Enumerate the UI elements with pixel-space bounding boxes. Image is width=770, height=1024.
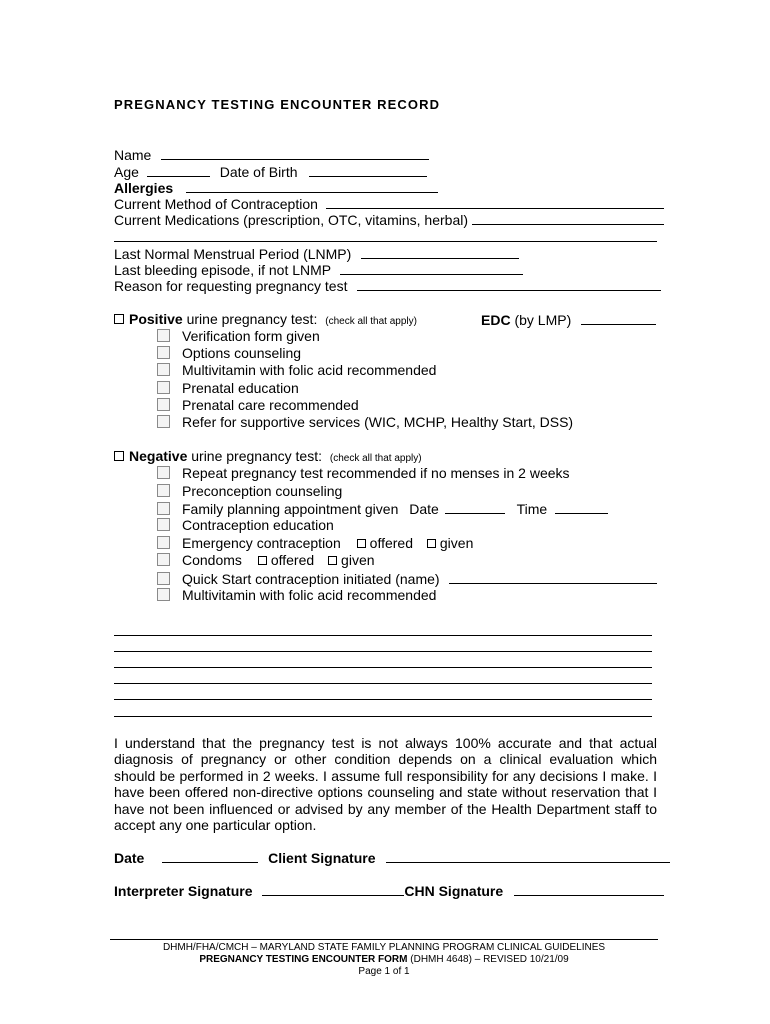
negative-item[interactable]: Family planning appointment given Date Time <box>157 500 608 518</box>
negative-item[interactable]: Repeat pregnancy test recommended if no menses in 2 weeks <box>157 465 570 482</box>
reason-label: Reason for requesting pregnancy test <box>114 278 348 294</box>
quick-start-line[interactable] <box>449 570 657 584</box>
positive-label: Positive <box>129 311 183 327</box>
contraception-line[interactable] <box>326 195 664 209</box>
fp-time-line[interactable] <box>555 500 608 514</box>
checkbox-glyph-icon[interactable] <box>157 518 170 531</box>
checkbox-glyph-icon[interactable] <box>157 398 170 411</box>
condoms-offered[interactable]: offered <box>258 552 314 568</box>
checkbox-glyph-icon[interactable] <box>157 553 170 566</box>
edc-field[interactable] <box>481 311 656 329</box>
notes-line[interactable] <box>114 635 652 636</box>
positive-item[interactable]: Options counseling <box>157 345 301 362</box>
checkbox-glyph-icon[interactable] <box>157 363 170 376</box>
chn-signature-label: CHN Signature <box>404 883 504 899</box>
footer-form-id: PREGNANCY TESTING ENCOUNTER FORM (DHMH 4648) – REVISED 10/21/09 <box>199 954 569 965</box>
ec-given-checkbox[interactable] <box>427 539 436 548</box>
reason-line[interactable] <box>357 277 661 291</box>
positive-item[interactable]: Refer for supportive services (WIC, MCHP, Healthy Start, DSS) <box>157 414 573 431</box>
client-signature-label: Client Signature <box>268 850 376 866</box>
sig-date-label: Date <box>114 850 145 866</box>
ec-offered[interactable]: offered <box>357 535 413 551</box>
fp-time-label: Time <box>516 501 548 517</box>
interpreter-chn-row <box>114 882 664 900</box>
footer <box>110 942 658 978</box>
negative-checkbox[interactable] <box>114 451 124 461</box>
name-field[interactable] <box>114 146 429 164</box>
positive-checkbox[interactable] <box>114 314 124 324</box>
positive-item[interactable]: Multivitamin with folic acid recommended <box>157 362 436 379</box>
edc-suffix: (by LMP) <box>514 312 572 328</box>
lnmp-line[interactable] <box>361 245 519 259</box>
positive-item[interactable]: Verification form given <box>157 328 320 345</box>
checkbox-glyph-icon[interactable] <box>157 572 170 585</box>
checkbox-glyph-icon[interactable] <box>157 588 170 601</box>
notes-line[interactable] <box>114 683 652 684</box>
positive-item[interactable]: Prenatal education <box>157 380 299 397</box>
footer-divider <box>110 939 658 940</box>
chn-signature-line[interactable] <box>514 882 664 896</box>
dob-label: Date of Birth <box>219 164 298 180</box>
positive-note: (check all that apply) <box>325 316 417 327</box>
footer-guidelines: DHMH/FHA/CMCH – MARYLAND STATE FAMILY PLANNING PROGRAM CLINICAL GUIDELINES <box>162 942 606 953</box>
client-signature-line[interactable] <box>386 849 670 863</box>
interpreter-signature-label: Interpreter Signature <box>114 883 253 899</box>
negative-label: Negative <box>129 448 188 464</box>
medications-field[interactable] <box>114 211 664 229</box>
edc-label: EDC <box>481 312 511 328</box>
negative-note: (check all that apply) <box>329 453 422 464</box>
page-number: Page 1 of 1 <box>358 966 410 977</box>
date-signature-row <box>114 849 670 867</box>
dob-line[interactable] <box>309 163 427 177</box>
checkbox-glyph-icon[interactable] <box>157 381 170 394</box>
fp-date-label: Date <box>409 501 439 517</box>
last-bleeding-label: Last bleeding episode, if not LNMP <box>114 262 331 278</box>
last-bleeding-line[interactable] <box>340 261 523 275</box>
contraception-label: Current Method of Contraception <box>114 196 318 212</box>
negative-item[interactable]: Condoms offered given <box>157 552 375 569</box>
positive-item[interactable]: Prenatal care recommended <box>157 397 359 414</box>
interpreter-signature-line[interactable] <box>262 882 404 896</box>
edc-line[interactable] <box>581 311 656 325</box>
medications-line[interactable] <box>472 211 664 225</box>
lnmp-label: Last Normal Menstrual Period (LNMP) <box>114 246 352 262</box>
fp-date-line[interactable] <box>445 500 505 514</box>
allergies-label: Allergies <box>114 180 174 196</box>
name-label: Name <box>114 147 152 163</box>
checkbox-glyph-icon[interactable] <box>157 346 170 359</box>
negative-item[interactable]: Quick Start contraception initiated (name) <box>157 570 657 588</box>
checkbox-glyph-icon[interactable] <box>157 484 170 497</box>
condoms-offered-checkbox[interactable] <box>258 556 267 565</box>
negative-suffix: urine pregnancy test: <box>191 448 322 464</box>
name-line[interactable] <box>161 146 429 160</box>
negative-item[interactable]: Multivitamin with folic acid recommended <box>157 587 436 604</box>
allergies-line[interactable] <box>186 179 438 193</box>
checkbox-glyph-icon[interactable] <box>157 536 170 549</box>
checkbox-glyph-icon[interactable] <box>157 466 170 479</box>
sig-date-line[interactable] <box>162 849 258 863</box>
age-label: Age <box>114 164 139 180</box>
notes-line[interactable] <box>114 667 652 668</box>
medications-label: Current Medications (prescription, OTC, vitamins, herbal) <box>114 212 469 228</box>
form-title: PREGNANCY TESTING ENCOUNTER RECORD <box>114 97 441 112</box>
checkbox-glyph-icon[interactable] <box>157 329 170 342</box>
checkbox-glyph-icon[interactable] <box>157 415 170 428</box>
condoms-given-checkbox[interactable] <box>328 556 337 565</box>
negative-item[interactable]: Preconception counseling <box>157 483 342 500</box>
notes-line[interactable] <box>114 699 652 700</box>
ec-offered-checkbox[interactable] <box>357 539 366 548</box>
ec-given[interactable]: given <box>427 535 473 551</box>
condoms-given[interactable]: given <box>328 552 374 568</box>
notes-line[interactable] <box>114 716 652 717</box>
age-line[interactable] <box>147 163 210 177</box>
medications-line-2[interactable] <box>114 241 657 242</box>
consent-statement: I understand that the pregnancy test is not always 100% accurate and that actual diagnosis of pregnancy or other condition depends on a clinical evaluation which should be performed in 2 weeks. I assume full responsibility for any decisions I make. I have been offered non-directive options counseling and state without reservation that I have not been influenced or advised by any member of the Health Department staff to accept any one particular option. <box>114 735 657 834</box>
positive-suffix: urine pregnancy test: <box>186 311 318 327</box>
checkbox-glyph-icon[interactable] <box>157 502 170 515</box>
negative-item[interactable]: Contraception education <box>157 517 334 534</box>
notes-line[interactable] <box>114 651 652 652</box>
reason-field[interactable] <box>114 277 661 295</box>
negative-item[interactable]: Emergency contraception offered given <box>157 535 473 552</box>
